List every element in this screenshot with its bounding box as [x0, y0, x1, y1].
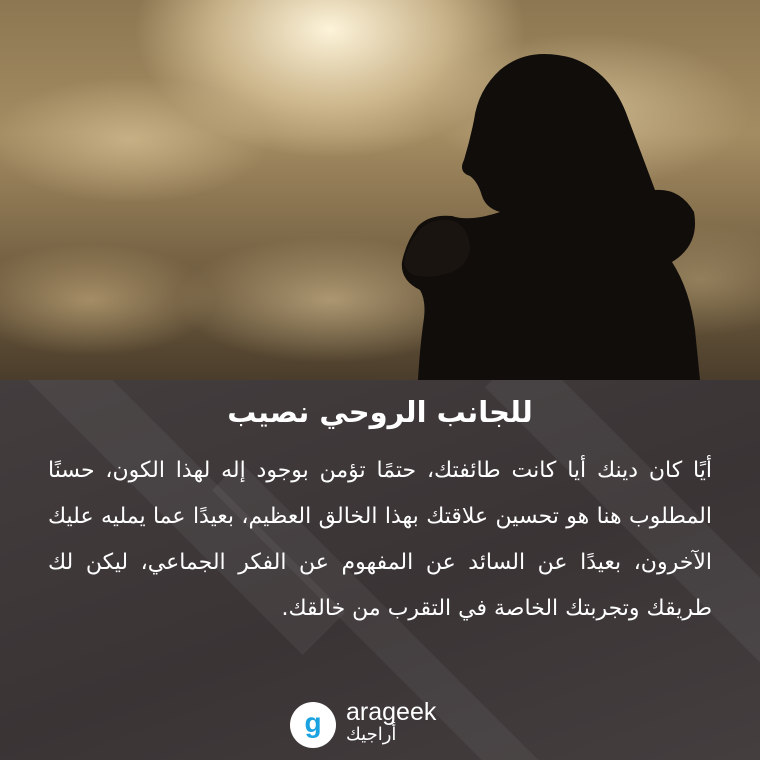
arageek-logo-icon — [290, 702, 336, 748]
silhouette-shape — [402, 54, 700, 380]
logo-glyph — [290, 702, 336, 748]
brand-logo[interactable] — [290, 698, 480, 748]
headline: للجانب الروحي نصيب — [227, 395, 533, 429]
body-paragraph: أيًا كان دينك أيا كانت طائفتك، حتمًا تؤمن بوجود إله لهذا الكون، حسنًا المطلوب هنا هو تحسين علاقتك بهذا الخالق العظيم، بعيدًا عما يمليه عليك الآخرون، بعيدًا عن السائد عن المفهوم عن الفكر الجماعي، ليكن لك طريقك وتجربتك الخاصة في التقرب من خالقك. — [48, 458, 712, 621]
brand-name-latin: arageek — [346, 698, 437, 726]
brand-name-arabic: أراجيك — [346, 724, 397, 745]
logo-letter: g — [304, 707, 322, 738]
